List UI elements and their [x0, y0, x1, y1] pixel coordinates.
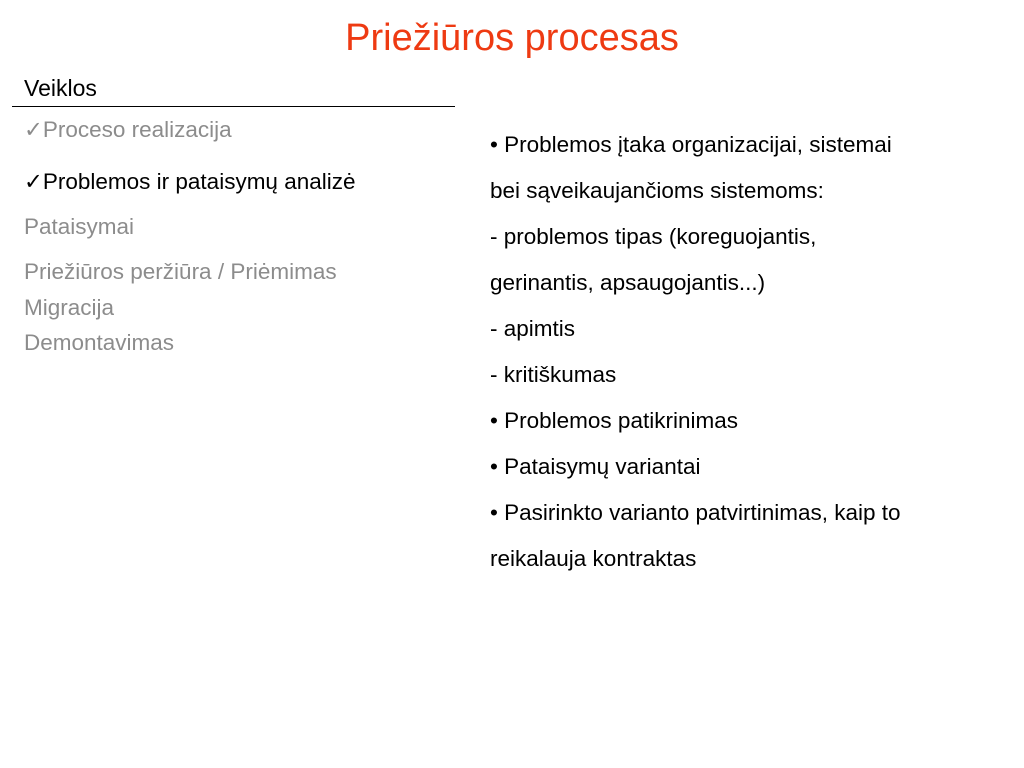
activities-header: Veiklos	[24, 75, 97, 101]
detail-line: • Problemos įtaka organizacijai, sistemai	[490, 132, 892, 157]
activity-label: Demontavimas	[24, 330, 175, 355]
activity-item-pataisymai	[24, 213, 134, 241]
analysis-details	[490, 122, 990, 582]
detail-line: bei sąveikaujančioms sistemoms:	[490, 178, 824, 203]
detail-line: gerinantis, apsaugojantis...)	[490, 270, 766, 295]
activity-item-prieziuros-perziura	[24, 258, 337, 286]
activity-item-problemos-analize	[24, 168, 356, 196]
detail-line: - kritiškumas	[490, 362, 617, 387]
slide-title: Priežiūros procesas	[345, 17, 679, 59]
checkmark-icon: ✓	[24, 117, 43, 142]
activity-label: Priežiūros peržiūra / Priėmimas	[24, 259, 337, 284]
activity-label: Migracija	[24, 295, 115, 320]
activity-item-migracija	[24, 294, 114, 322]
detail-line: - problemos tipas (koreguojantis,	[490, 224, 817, 249]
activity-item-demontavimas	[24, 329, 174, 357]
header-divider	[12, 106, 455, 107]
activity-label: Proceso realizacija	[42, 117, 232, 142]
activity-item-proceso-realizacija	[24, 116, 232, 144]
activity-label: Problemos ir pataisymų analizė	[42, 169, 356, 194]
detail-line: reikalauja kontraktas	[490, 546, 697, 571]
detail-line: • Pataisymų variantai	[490, 454, 701, 479]
checkmark-icon: ✓	[24, 169, 43, 194]
detail-line: - apimtis	[490, 316, 576, 341]
detail-line: • Pasirinkto varianto patvirtinimas, kaip to	[490, 500, 901, 525]
detail-line: • Problemos patikrinimas	[490, 408, 738, 433]
activity-label: Pataisymai	[24, 214, 135, 239]
